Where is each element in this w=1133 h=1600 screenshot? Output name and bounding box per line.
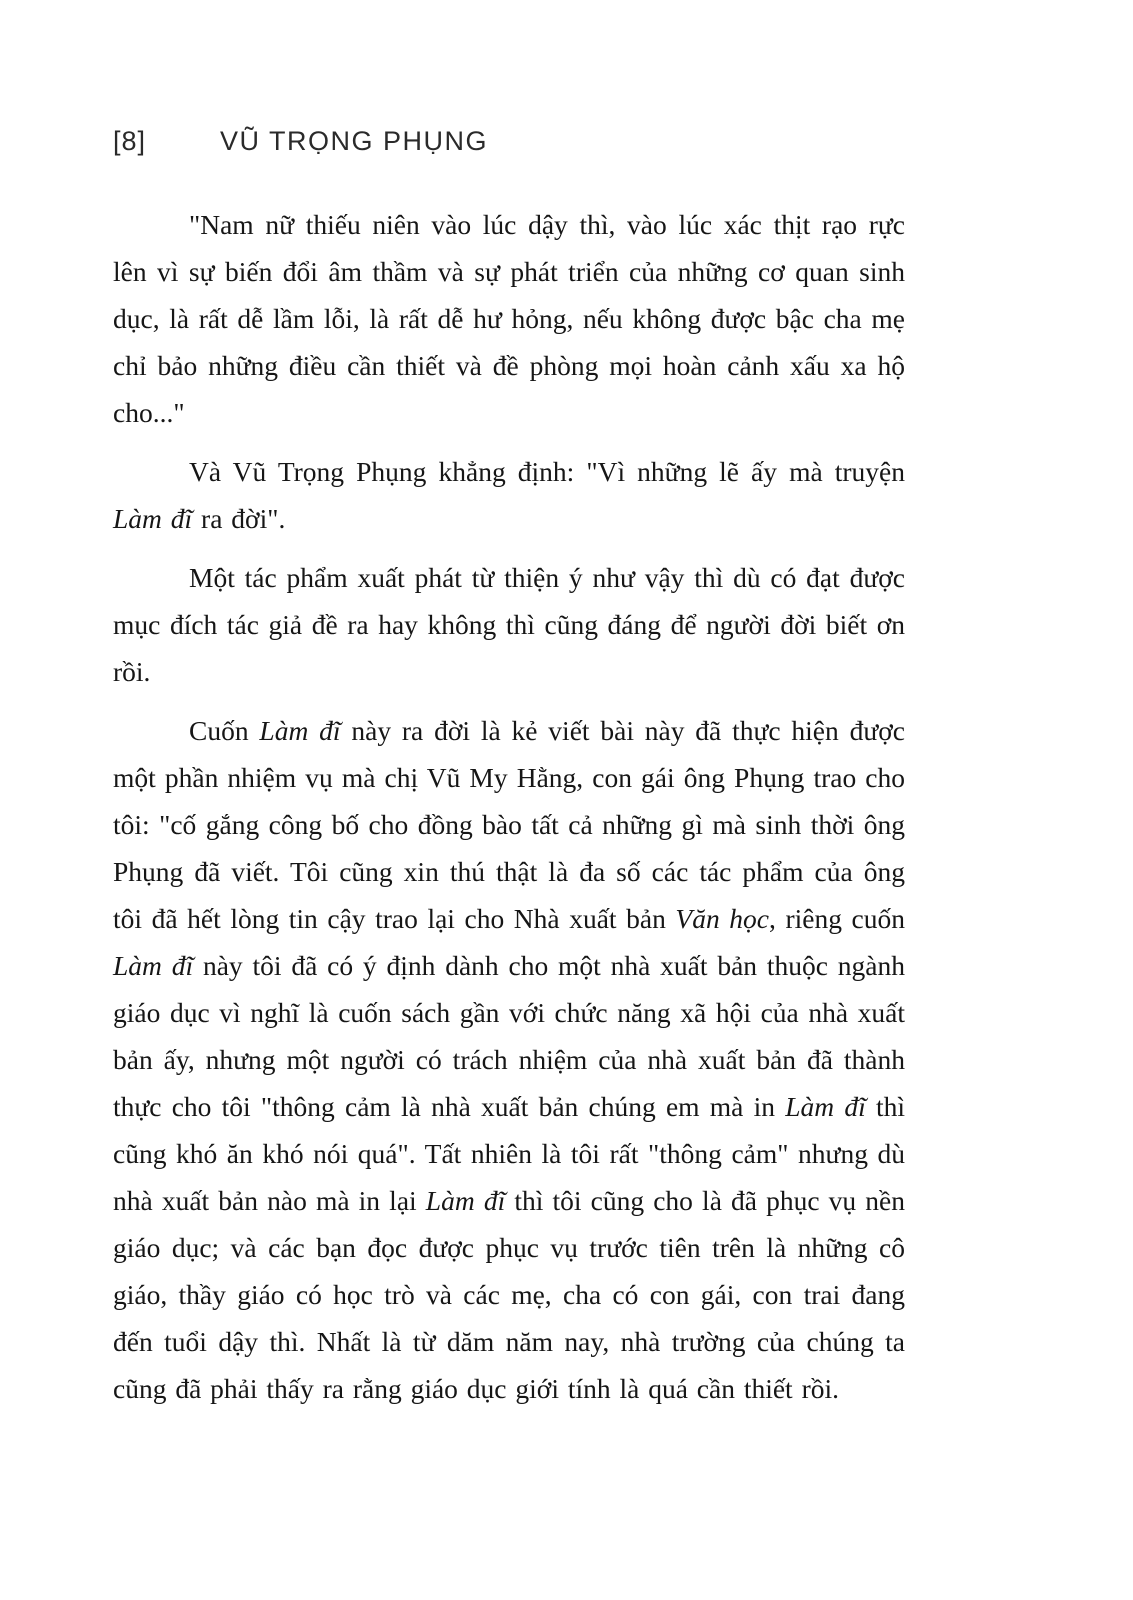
text-run: này tôi đã có ý định dành cho một nhà xuất bản thuộc ngành giáo dục vì nghĩ là cuốn sách gần với chức năng xã hội của nhà xuất bản ấy, nhưng một người có trách nhiệm của nhà xuất bản đã thành thực cho tôi "thông cảm là nhà xuất bản chúng em mà in xyxy=(113,950,905,1122)
text-run: "Nam nữ thiếu niên vào lúc dậy thì, vào lúc xác thịt rạo rực lên vì sự biến đổi âm thầm và sự phát triển của những cơ quan sinh dục, là rất dễ lầm lỗi, là rất dễ hư hỏng, nếu không được bậc cha mẹ chỉ bảo những điều cần thiết và đề phòng mọi hoàn cảnh xấu xa hộ cho..." xyxy=(113,209,905,428)
paragraph xyxy=(113,201,905,436)
page-number: [8] xyxy=(113,126,147,156)
text-run: Một tác phẩm xuất phát từ thiện ý như vậy thì dù có đạt được mục đích tác giả đề ra hay không thì cũng đáng để người đời biết ơn rồi. xyxy=(113,562,905,687)
text-run: Cuốn xyxy=(189,715,260,746)
page-body xyxy=(113,201,905,1412)
page-header xyxy=(113,126,905,157)
text-run: , riêng cuốn xyxy=(769,903,905,934)
book-title-italic: Làm đĩ xyxy=(113,503,193,534)
book-title-italic: Làm đĩ xyxy=(425,1185,506,1216)
paragraph xyxy=(113,707,905,1412)
paragraph xyxy=(113,554,905,695)
text-run: Và Vũ Trọng Phụng khẳng định: "Vì những lẽ ấy mà truyện xyxy=(189,456,905,487)
paragraph xyxy=(113,448,905,542)
text-run: này ra đời là kẻ viết bài này đã thực hiện được một phần nhiệm vụ mà chị Vũ My Hằng, con gái ông Phụng trao cho tôi: "cố gắng công bố cho đồng bào tất cả những gì mà sinh thời ông Phụng đã viết. Tôi cũng xin thú thật là đa số các tác phẩm của ông tôi đã hết lòng tin cậy trao lại cho Nhà xuất bản xyxy=(113,715,905,934)
text-run: thì cũng khó ăn khó nói quá". Tất nhiên là tôi rất "thông cảm" nhưng dù nhà xuất bản nào mà in lại xyxy=(113,1091,906,1216)
text-run: ra đời". xyxy=(192,503,286,534)
book-title-italic: Văn học xyxy=(675,903,769,934)
book-title-italic: Làm đĩ xyxy=(113,950,194,981)
book-title-italic: Làm đĩ xyxy=(259,715,341,746)
running-header-title: VŨ TRỌNG PHỤNG xyxy=(220,126,489,156)
book-title-italic: Làm đĩ xyxy=(785,1091,866,1122)
text-run: thì tôi cũng cho là đã phục vụ nền giáo dục; và các bạn đọc được phục vụ trước tiên trên là những cô giáo, thầy giáo có học trò và các mẹ, cha có con gái, con trai đang đến tuổi dậy thì. Nhất là từ dăm năm nay, nhà trường của chúng ta cũng đã phải thấy ra rằng giáo dục giới tính là quá cần thiết rồi. xyxy=(113,1185,906,1404)
